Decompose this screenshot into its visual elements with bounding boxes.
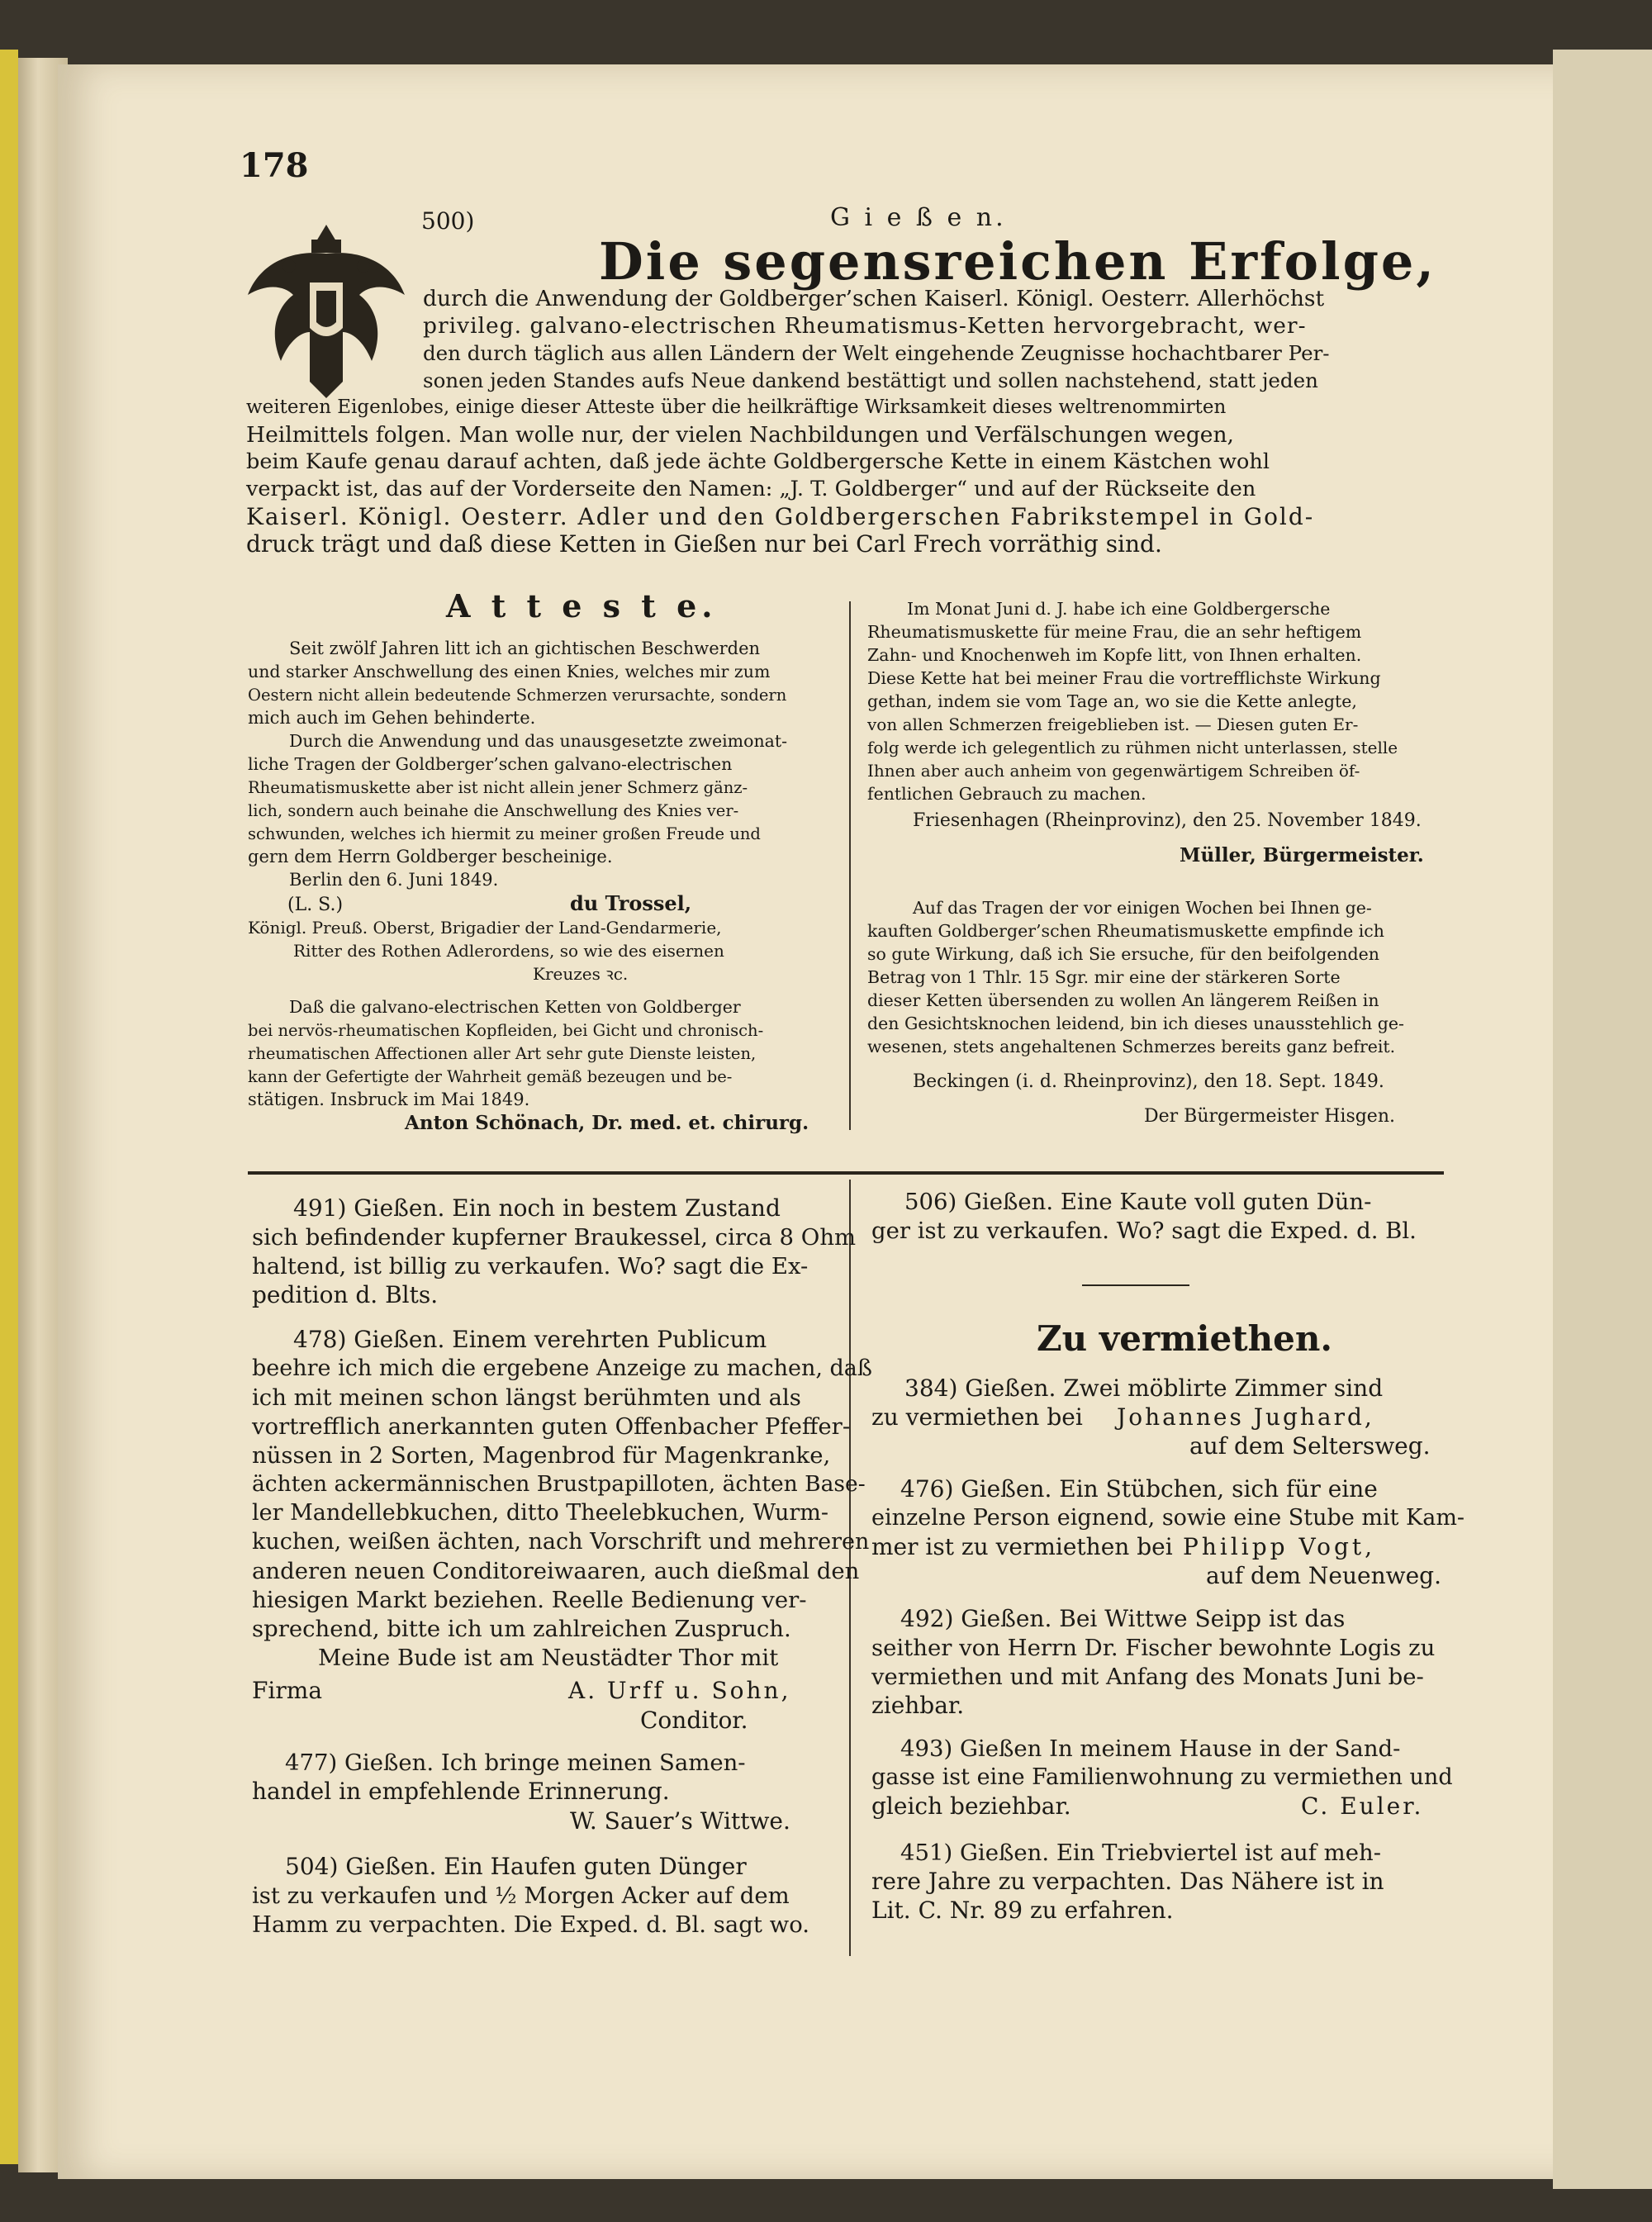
text-line: Meine Bude ist am Neustädter Thor mit (318, 1645, 779, 1671)
text-line: haltend, ist billig zu verkaufen. Wo? sagt die Ex- (252, 1253, 809, 1280)
firma-label: Firma (252, 1677, 323, 1704)
text-line: Auf das Tragen der vor einigen Wochen bei Ihnen ge- (913, 898, 1372, 918)
text-line: rheumatischen Affectionen aller Art sehr gute Dienste leisten, (248, 1044, 757, 1063)
signer: Anton Schönach, Dr. med. et. chirurg. (405, 1112, 809, 1134)
text-line: dieser Ketten übersenden zu wollen An längerem Reißen in (867, 990, 1379, 1010)
text-line: stätigen. Insbruck im Mai 1849. (248, 1090, 530, 1109)
page-number: 178 (240, 146, 309, 185)
body-line: Kaiserl. Königl. Oesterr. Adler und den Goldbergerschen Fabrikstempel in Gold- (246, 503, 1315, 530)
text-line: folg werde ich gelegentlich zu rühmen nicht unterlassen, stelle (867, 738, 1398, 757)
signer: Müller, Bürgermeister. (1180, 844, 1424, 866)
signer: Der Bürgermeister Hisgen. (1144, 1106, 1395, 1127)
text-line: Daß die galvano-electrischen Ketten von Goldberger (289, 997, 741, 1017)
text-line: Durch die Anwendung und das unausgesetzte zweimonat- (289, 731, 788, 751)
text-line: handel in empfehlende Erinnerung. (252, 1778, 670, 1805)
text-line: zu vermiethen bei (871, 1403, 1083, 1431)
place-date: Beckingen (i. d. Rheinprovinz), den 18. Sept. 1849. (913, 1071, 1384, 1092)
text-line: beehre ich mich die ergebene Anzeige zu machen, daß (252, 1356, 872, 1381)
double-eagle-emblem-icon (244, 216, 409, 402)
section-heading: Zu vermiethen. (1037, 1318, 1333, 1359)
body-line: privileg. galvano-electrischen Rheumatismus-Ketten hervorgebracht, wer- (423, 313, 1307, 339)
text-line: wesenen, stets angehaltenen Schmerzes bereits ganz befreit. (867, 1037, 1396, 1056)
text-line: vortrefflich anerkannten guten Offenbacher Pfeffer- (252, 1413, 851, 1440)
text-line: sprechend, bitte ich um zahlreichen Zuspruch. (252, 1616, 791, 1642)
column-rule (849, 601, 851, 1130)
text-line: kauften Goldberger’schen Rheumatismuskette empfinde ich (867, 921, 1384, 941)
text-line: 384) Gießen. Zwei möblirte Zimmer sind (904, 1375, 1384, 1402)
text-line: fentlichen Gebrauch zu machen. (867, 784, 1146, 804)
text-line: Diese Kette hat bei meiner Frau die vortrefflichste Wirkung (867, 668, 1381, 688)
text-line: ler Mandellebkuchen, ditto Theelebkuchen, Wurm- (252, 1500, 829, 1526)
signer-title-line: Königl. Preuß. Oberst, Brigadier der Land-Gendarmerie, (248, 918, 722, 938)
text-line: ich mit meinen schon längst berühmten und als (252, 1384, 801, 1411)
text-line: Ihnen aber auch anheim von gegenwärtigem Schreiben öf- (867, 761, 1360, 781)
text-line: Im Monat Juni d. J. habe ich eine Goldbergersche (907, 599, 1331, 619)
date-line: Berlin den 6. Juni 1849. (289, 870, 499, 890)
text-line: Lit. C. Nr. 89 zu erfahren. (871, 1897, 1174, 1924)
text-line: ziehbar. (871, 1692, 965, 1719)
signer-title-line: Ritter des Rothen Adlerordens, so wie des eisernen (293, 941, 724, 961)
text-line: 491) Gießen. Ein noch in bestem Zustand (293, 1194, 781, 1222)
body-line: druck trägt und daß diese Ketten in Gießen nur bei Carl Frech vorräthig sind. (246, 530, 1162, 558)
body-line: den durch täglich aus allen Ländern der Welt eingehende Zeugnisse hochachtbarer Per- (423, 341, 1330, 365)
body-line: durch die Anwendung der Goldberger’schen Kaiserl. Königl. Oesterr. Allerhöchst (423, 286, 1325, 311)
text-line: Betrag von 1 Thlr. 15 Sgr. mir eine der stärkeren Sorte (867, 967, 1341, 987)
text-line: 478) Gießen. Einem verehrten Publicum (293, 1326, 767, 1353)
text-line: sich befindender kupferner Braukessel, circa 8 Ohm (252, 1224, 857, 1251)
text-line: lich, sondern auch beinahe die Anschwellung des Knies ver- (248, 801, 739, 820)
signer-title-line: Kreuzes ꝛc. (533, 964, 629, 984)
signer: W. Sauer’s Wittwe. (570, 1807, 790, 1835)
text-line: mich auch im Gehen behinderte. (248, 708, 536, 728)
text-line: einzelne Person eignend, sowie eine Stube mit Kam- (871, 1505, 1465, 1531)
text-line: 451) Gießen. Ein Triebviertel ist auf meh- (900, 1840, 1382, 1866)
place-date: Friesenhagen (Rheinprovinz), den 25. November 1849. (913, 810, 1422, 831)
text-line: so gute Wirkung, daß ich Sie ersuche, für den beifolgenden (867, 944, 1379, 964)
text-line: kann der Gefertigte der Wahrheit gemäß bezeugen und be- (248, 1067, 733, 1086)
text-line: nüssen in 2 Sorten, Magenbrod für Magenkranke, (252, 1442, 831, 1469)
signer: Johannes Jughard, (1117, 1403, 1374, 1431)
atteste-heading: A t t e s t e. (446, 587, 718, 624)
text-line: Rheumatismuskette für meine Frau, die an sehr heftigem (867, 622, 1362, 642)
body-line: sonen jeden Standes aufs Neue dankend bestättigt und sollen nachstehend, statt jeden (423, 368, 1318, 392)
text-line: gasse ist eine Familienwohnung zu vermiethen und (871, 1764, 1453, 1790)
signer: Philipp Vogt, (1183, 1533, 1376, 1560)
text-line: den Gesichtsknochen leidend, bin ich dieses unausstehlich ge- (867, 1014, 1404, 1033)
text-line: vermiethen und mit Anfang des Monats Juni be- (871, 1664, 1424, 1690)
text-line: 493) Gießen In meinem Hause in der Sand- (900, 1735, 1401, 1762)
body-line: weiteren Eigenlobes, einige dieser Atteste über die heilkräftige Wirksamkeit dieses weltrenommirten (246, 396, 1227, 418)
text-line: gethan, indem sie vom Tage an, wo sie die Kette anlegte, (867, 691, 1357, 711)
text-line: 504) Gießen. Ein Haufen guten Dünger (285, 1853, 747, 1880)
text-line: und starker Anschwellung des einen Knies, welches mir zum (248, 662, 771, 681)
text-line: Seit zwölf Jahren litt ich an gichtischen Beschwerden (289, 639, 761, 658)
text-line: schwunden, welches ich hiermit zu meiner großen Freude und (248, 824, 761, 843)
address: auf dem Neuenweg. (1206, 1562, 1442, 1589)
text-line: seither von Herrn Dr. Fischer bewohnte Logis zu (871, 1635, 1436, 1661)
headline: Die segensreichen Erfolge, (599, 231, 1436, 292)
text-line: Oestern nicht allein bedeutende Schmerzen verursachte, sondern (248, 686, 787, 705)
section-divider (248, 1171, 1444, 1175)
text-line: 492) Gießen. Bei Wittwe Seipp ist das (900, 1605, 1346, 1632)
signer: A. Urff u. Sohn, (568, 1677, 791, 1704)
body-line: beim Kaufe genau darauf achten, daß jede ächte Goldbergersche Kette in einem Kästchen wohl (246, 449, 1270, 474)
text-line: gleich beziehbar. (871, 1792, 1071, 1820)
text-line: mer ist zu vermiethen bei (871, 1533, 1173, 1560)
text-line: Rheumatismuskette aber ist nicht allein jener Schmerz gänz- (248, 778, 748, 797)
text-line: 477) Gießen. Ich bringe meinen Samen- (285, 1750, 746, 1776)
text-line: ächten ackermännischen Brustpapilloten, ächten Base- (252, 1471, 866, 1497)
body-line: verpackt ist, das auf der Vorderseite den Namen: „J. T. Goldberger“ und auf der Rückseite den (246, 477, 1256, 501)
signer: du Trossel, (570, 891, 692, 915)
text-line: ist zu verkaufen und ½ Morgen Acker auf dem (252, 1883, 790, 1909)
book-edge (0, 50, 18, 2164)
text-line: von allen Schmerzen freigeblieben ist. — Diesen guten Er- (867, 715, 1359, 734)
text-line: hiesigen Markt beziehen. Reelle Bedienung ver- (252, 1587, 807, 1613)
seal: (L. S.) (287, 895, 344, 915)
ad-city: G i e ß e n. (830, 203, 1007, 232)
signer-role: Conditor. (640, 1707, 748, 1734)
text-line: 476) Gießen. Ein Stübchen, sich für eine (900, 1475, 1378, 1503)
short-divider (1082, 1284, 1189, 1286)
text-line: liche Tragen der Goldberger’schen galvano-electrischen (248, 754, 733, 774)
facing-page-edge (1553, 50, 1652, 2189)
address: auf dem Seltersweg. (1189, 1432, 1431, 1460)
text-line: Zahn- und Knochenweh im Kopfe litt, von Ihnen erhalten. (867, 645, 1362, 665)
ad-number: 500) (421, 207, 475, 235)
signer: C. Euler. (1301, 1792, 1424, 1820)
text-line: anderen neuen Conditoreiwaaren, auch dießmal den (252, 1558, 860, 1584)
text-line: pedition d. Blts. (252, 1281, 439, 1308)
text-line: ger ist zu verkaufen. Wo? sagt die Exped. d. Bl. (871, 1218, 1417, 1244)
text-line: kuchen, weißen ächten, nach Vorschrift und mehreren (252, 1529, 870, 1555)
text-line: rere Jahre zu verpachten. Das Nähere ist in (871, 1868, 1384, 1895)
text-line: bei nervös-rheumatischen Kopfleiden, bei Gicht und chronisch- (248, 1021, 764, 1040)
text-line: 506) Gießen. Eine Kaute voll guten Dün- (904, 1189, 1372, 1215)
body-line: Heilmittels folgen. Man wolle nur, der vielen Nachbildungen und Verfälschungen wegen, (246, 422, 1234, 448)
text-line: gern dem Herrn Goldberger bescheinige. (248, 847, 613, 866)
text-line: Hamm zu verpachten. Die Exped. d. Bl. sagt wo. (252, 1911, 810, 1938)
